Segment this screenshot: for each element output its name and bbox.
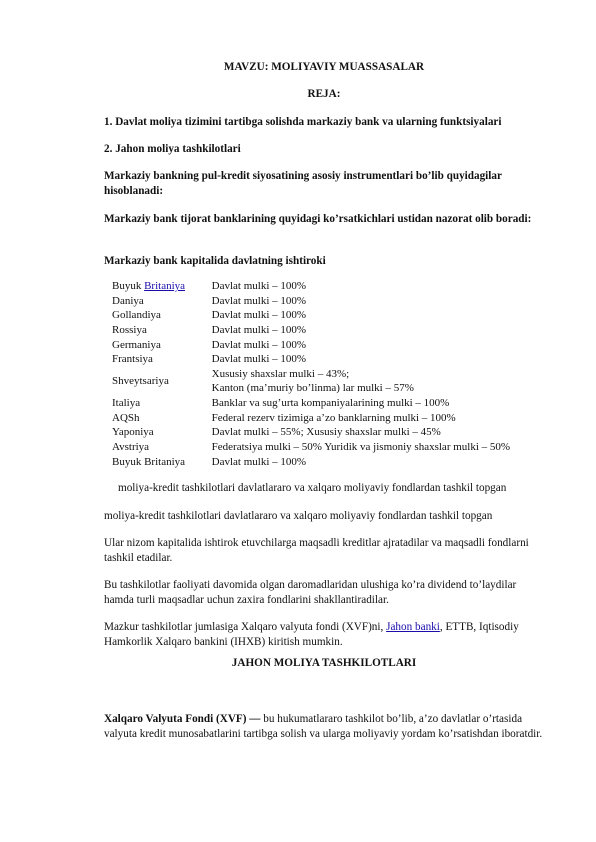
table-row	[112, 367, 544, 396]
table-row	[112, 352, 544, 367]
document-title: MAVZU: MOLIYAVIY MUASSASALAR	[223, 61, 425, 73]
table-trailing-line: moliya-kredit tashkilotlari davlatlararo va xalqaro moliyaviy fondlardan tashkil topgan	[118, 482, 507, 494]
jahon-banki-link[interactable]: Jahon banki	[386, 621, 440, 633]
body-paragraph: Bu tashkilotlar faoliyati davomida olgan daromadlaridan ulushiga ko’ra dividend to’laydilar hamda turli maqsadlar uchun zaxira fondlarini shakllantiradilar.	[104, 579, 517, 606]
imf-paragraph: Xalqaro Valyuta Fondi (XVF) — bu hukumatlararo tashkilot bo’lib, a’zo davlatlar o’rtasida valyuta kredit munosabatlarini tartibga solish va ularga moliyaviy yordam ko’rsatishdan iboratdir.	[104, 713, 543, 740]
state-share-heading: Markaziy bank kapitalida davlatning ishtiroki	[104, 255, 326, 267]
country-cell: Avstriya	[112, 440, 150, 453]
country-cell: Shveytsariya	[112, 375, 169, 388]
central-bank-ownership-table	[112, 279, 544, 469]
ownership-cell: Davlat mulki – 100%	[211, 338, 307, 351]
ownership-cell: Davlat mulki – 55%; Xususiy shaxslar mulki – 45%	[211, 426, 441, 439]
table-row	[112, 455, 544, 470]
country-cell: AQSh	[112, 411, 140, 424]
country-cell: Frantsiya	[112, 353, 153, 366]
body-paragraph: Ular nizom kapitalida ishtirok etuvchilarga maqsadli kreditlar ajratadilar va maqsadli fondlarni tashkil etadilar.	[104, 537, 529, 564]
table-row	[112, 279, 544, 294]
ownership-cell: Davlat mulki – 100%	[211, 309, 307, 322]
ownership-cell: Banklar va sug’urta kompaniyalarining mulki – 100%	[211, 397, 450, 409]
table-row	[112, 396, 544, 411]
table-row	[112, 411, 544, 426]
britaniya-link[interactable]: Britaniya	[144, 280, 186, 292]
table-row	[112, 425, 544, 440]
ownership-cell: Xususiy shaxslar mulki – 43%; Kanton (ma’muriy bo’linma) lar mulki – 57%	[211, 367, 414, 395]
plan-item-1: 1. Davlat moliya tizimini tartibga solishda markaziy bank va ularning funktsiyalari	[104, 116, 502, 128]
members-paragraph: Mazkur tashkilotlar jumlasiga Xalqaro valyuta fondi (XVF)ni, Jahon banki, ETTB, Iqtisodiy Hamkorlik Xalqaro bankini (IHXB) kiritish mumkin.	[104, 621, 519, 648]
table-row	[112, 294, 544, 309]
country-cell: Gollandiya	[112, 309, 161, 322]
body-paragraph: moliya-kredit tashkilotlari davlatlararo va xalqaro moliyaviy fondlardan tashkil topgan	[104, 510, 493, 522]
ownership-cell: Davlat mulki – 100%	[211, 323, 307, 336]
ownership-cell: Davlat mulki – 100%	[211, 294, 307, 307]
plan-item-2: 2. Jahon moliya tashkilotlari	[104, 143, 241, 155]
table-row	[112, 440, 544, 455]
country-cell: Buyuk Britaniya	[112, 280, 186, 292]
plan-heading: REJA:	[307, 88, 341, 100]
country-cell: Buyuk Britaniya	[112, 455, 186, 468]
table-row	[112, 308, 544, 323]
country-cell: Daniya	[112, 294, 144, 307]
ownership-cell: Davlat mulki – 100%	[211, 280, 307, 292]
ownership-cell: Davlat mulki – 100%	[211, 455, 307, 468]
instruments-paragraph: Markaziy bankning pul-kredit siyosatining asosiy instrumentlari bo’lib quyidagilar hisoblanadi:	[104, 170, 502, 197]
ownership-cell: Davlat mulki – 100%	[211, 353, 307, 366]
table-row	[112, 323, 544, 338]
country-cell: Italiya	[112, 397, 141, 409]
country-cell: Yaponiya	[112, 426, 154, 439]
table-row	[112, 338, 544, 353]
country-cell: Germaniya	[112, 338, 161, 351]
ownership-cell: Federatsiya mulki – 50% Yuridik va jismoniy shaxslar mulki – 50%	[211, 440, 511, 453]
ownership-cell: Federal rezerv tizimiga a’zo banklarning mulki – 100%	[211, 411, 456, 424]
control-paragraph: Markaziy bank tijorat banklarining quyidagi ko’rsatkichlari ustidan nazorat olib boradi:	[104, 213, 532, 225]
country-cell: Rossiya	[112, 323, 147, 336]
section-heading: JAHON MOLIYA TASHKILOTLARI	[231, 657, 417, 669]
